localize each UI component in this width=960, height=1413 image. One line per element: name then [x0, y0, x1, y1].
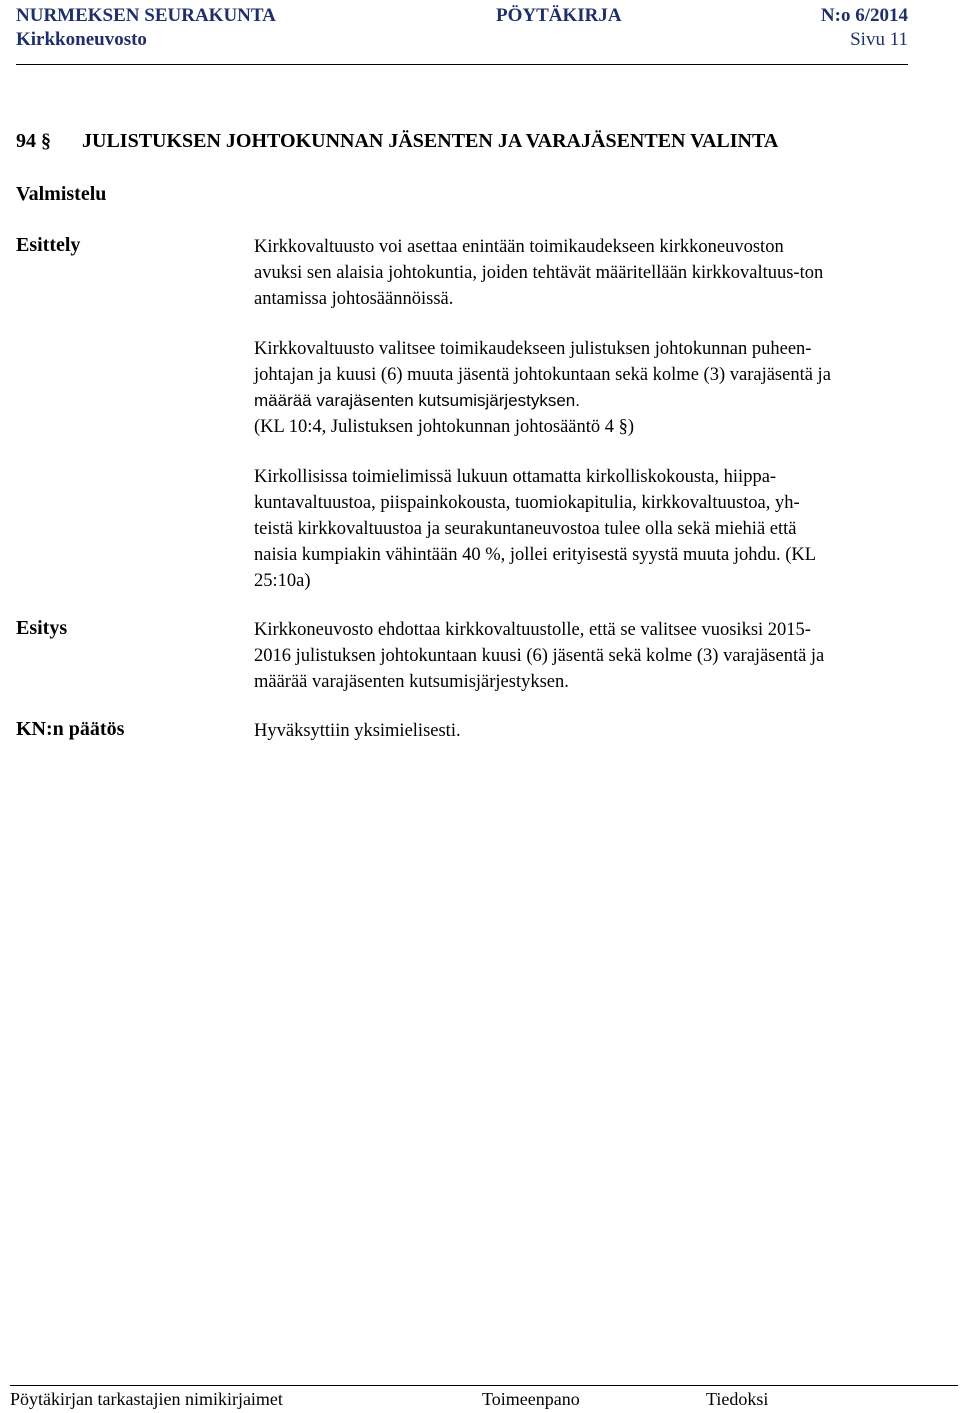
- proposal-paragraph: [254, 617, 946, 695]
- page-header: [16, 4, 908, 66]
- presentation-paragraph-1: [254, 234, 946, 312]
- presentation-paragraph-3: [254, 464, 946, 594]
- page-number: Sivu 11: [850, 29, 908, 50]
- footer-enforcement: Toimeenpano: [482, 1389, 580, 1409]
- governing-body: Kirkkoneuvosto: [16, 29, 147, 50]
- text-line: teistä kirkkovaltuustoa ja seurakuntaneuvostoa tulee olla sekä miehiä että: [254, 519, 797, 539]
- text-line: naisia kumpiakin vähintään 40 %, jollei erityisestä syystä muuta johdu. (KL: [254, 545, 817, 565]
- footer-notices: Tiedoksi: [706, 1389, 769, 1409]
- text-line: Kirkkovaltuusto valitsee toimikaudekseen julistuksen johtokunnan puheen-: [254, 339, 812, 359]
- document-number: N:o 6/2014: [820, 5, 908, 26]
- footer-divider: [10, 1385, 958, 1386]
- text-line: Hyväksyttiin yksimielisesti.: [254, 721, 461, 741]
- presentation-label: Esittely: [16, 234, 81, 256]
- text-line: määrää varajäsenten kutsumisjärjestyksen.: [254, 672, 569, 692]
- header-divider: [16, 64, 908, 65]
- text-line: johtajan ja kuusi (6) muuta jäsentä johtokuntaan sekä kolme (3) varajäsentä ja: [254, 365, 831, 385]
- section-title: JULISTUKSEN JOHTOKUNNAN JÄSENTEN JA VARAJÄSENTEN VALINTA: [82, 130, 779, 152]
- proposal-label: Esitys: [16, 617, 68, 639]
- text-line: 2016 julistuksen johtokuntaan kuusi (6) jäsentä sekä kolme (3) varajäsentä ja: [254, 646, 825, 666]
- text-line: 25:10a): [254, 571, 311, 591]
- text-line: antamissa johtosäännöissä.: [254, 289, 454, 309]
- header-row-top: [16, 4, 908, 28]
- decision-label: KN:n päätös: [16, 718, 125, 740]
- text-line: avuksi sen alaisia johtokuntia, joiden tehtävät määritellään kirkkovaltuus-ton: [254, 263, 824, 283]
- presentation-paragraph-2: [254, 336, 946, 440]
- text-line: Kirkkoneuvosto ehdottaa kirkkovaltuustolle, että se valitsee vuosiksi 2015-: [254, 620, 811, 640]
- section-number: 94 §: [16, 130, 51, 152]
- text-line: (KL 10:4, Julistuksen johtokunnan johtosääntö 4 §): [254, 417, 635, 437]
- text-line: Kirkkovaltuusto voi asettaa enintään toimikaudekseen kirkkoneuvoston: [254, 237, 784, 257]
- header-row-bottom: [16, 28, 908, 52]
- text-line: kuntavaltuustoa, piispainkokousta, tuomiokapitulia, kirkkovaltuustoa, yh-: [254, 493, 800, 513]
- text-line: määrää varajäsenten kutsumisjärjestyksen.: [254, 391, 580, 410]
- page-footer: [10, 1385, 958, 1409]
- text-line: Kirkollisissa toimielimissä lukuun ottamatta kirkolliskokousta, hiippa-: [254, 467, 777, 487]
- preparation-label: Valmistelu: [16, 183, 107, 205]
- document-type: PÖYTÄKIRJA: [496, 5, 622, 26]
- footer-signatures: Pöytäkirjan tarkastajien nimikirjaimet: [10, 1389, 283, 1409]
- section-heading: [16, 130, 778, 153]
- decision-text: [254, 718, 946, 744]
- parish-name: NURMEKSEN SEURAKUNTA: [16, 5, 276, 26]
